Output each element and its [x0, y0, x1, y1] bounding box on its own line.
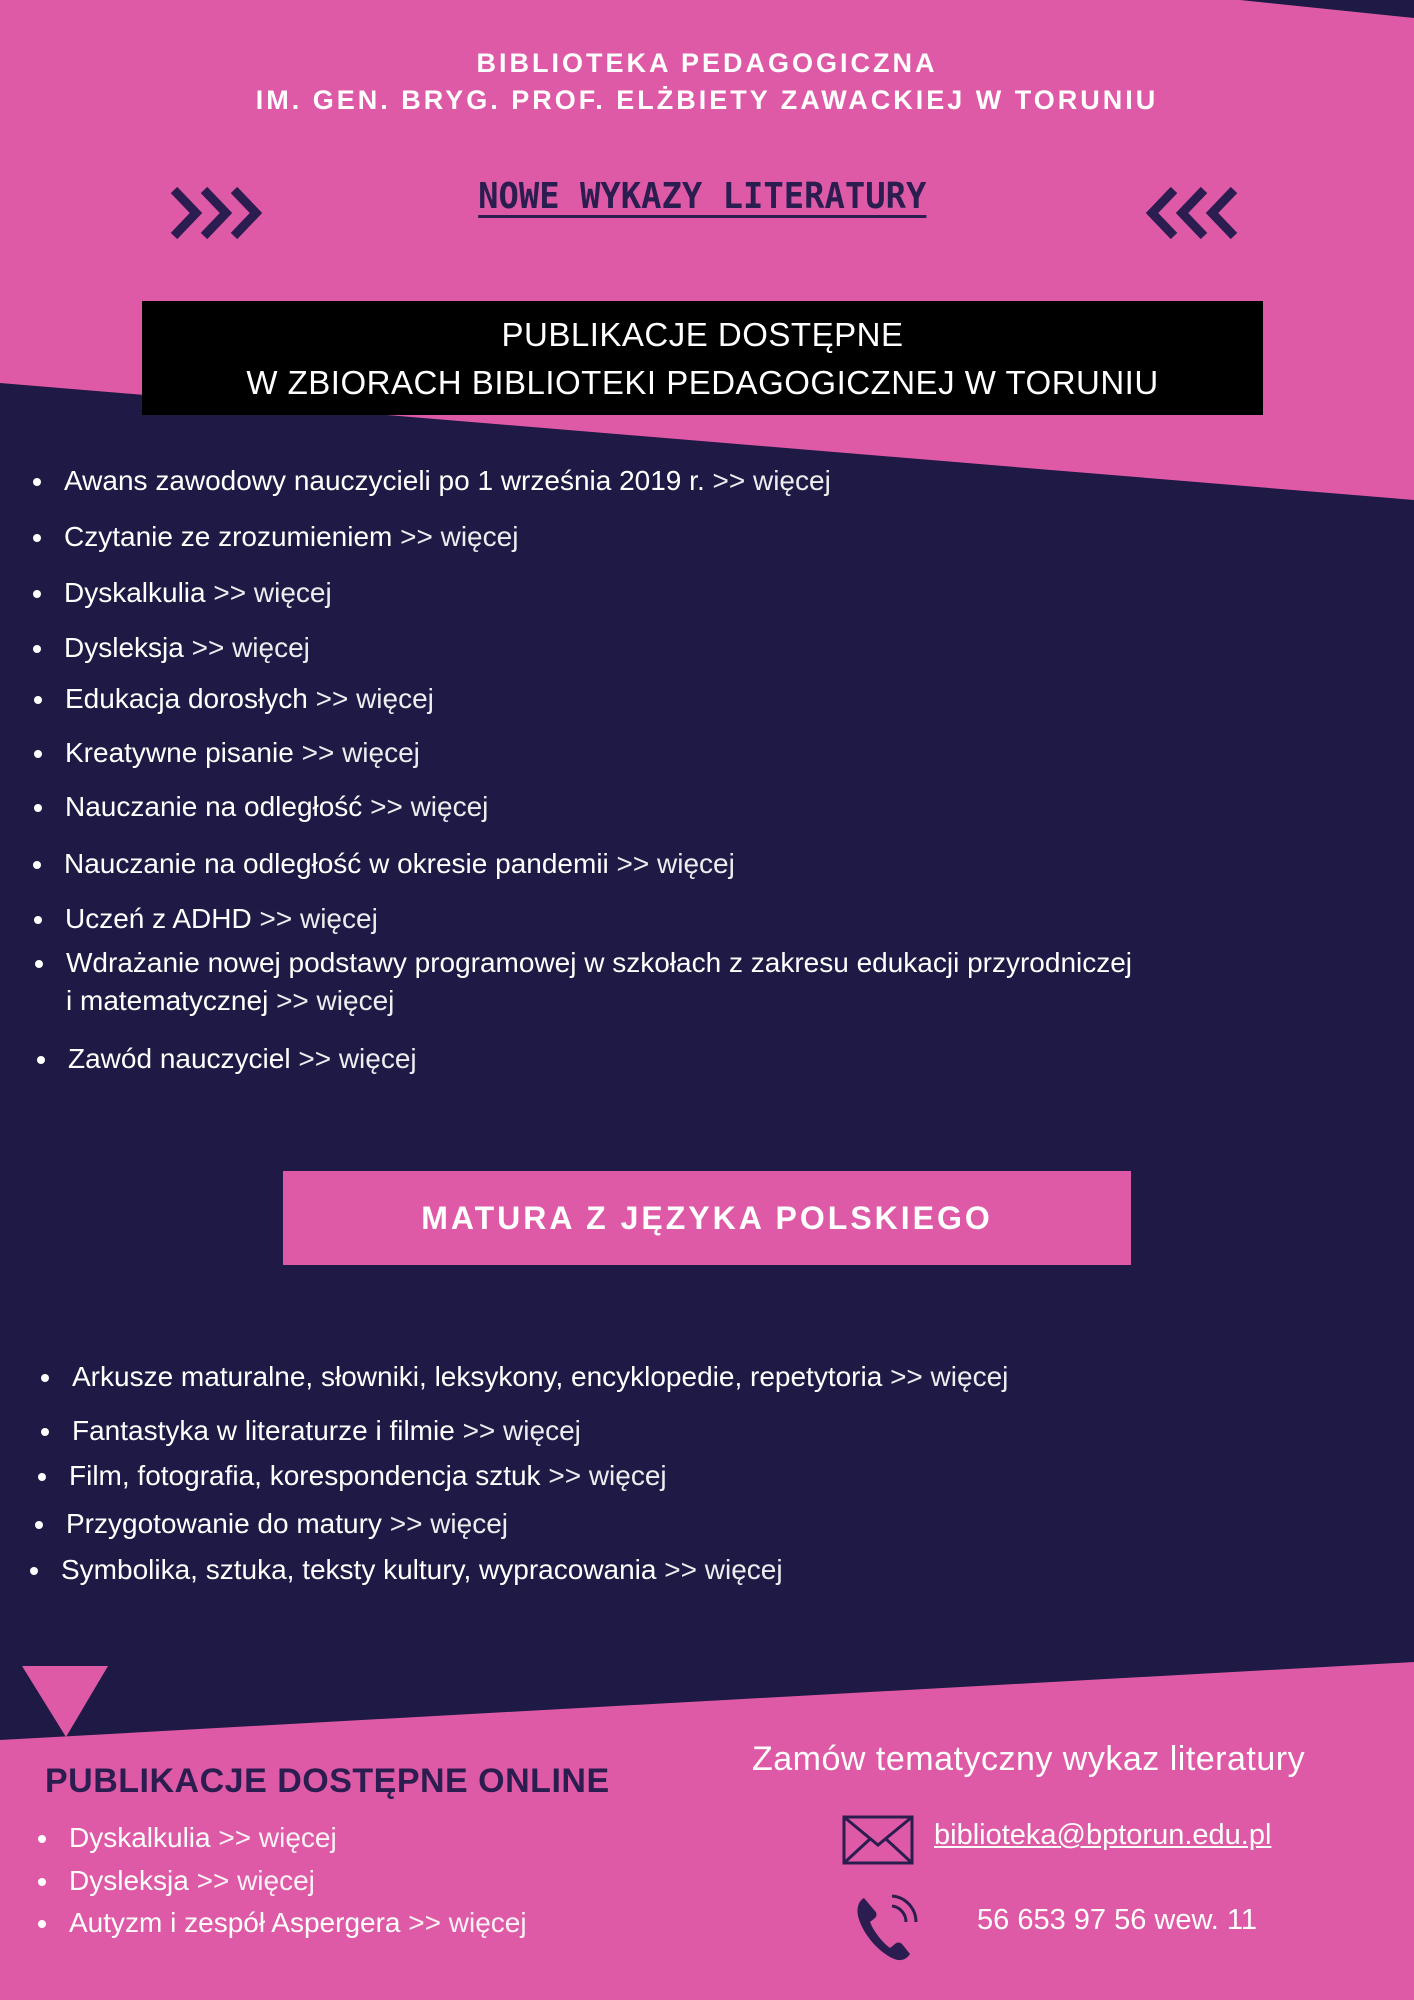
- list-item[interactable]: [69, 1862, 315, 1900]
- list-item[interactable]: [61, 1551, 783, 1589]
- item-title: Arkusze maturalne, słowniki, leksykony, encyklopedie, repetytoria: [72, 1361, 883, 1392]
- more-link[interactable]: >> więcej: [196, 1865, 315, 1896]
- list-item[interactable]: [65, 680, 434, 718]
- library-name-line1: BIBLIOTEKA PEDAGOGICZNA: [476, 48, 938, 78]
- phone-icon: [852, 1892, 918, 1964]
- bullet-icon: [41, 1428, 49, 1436]
- collection-banner: [142, 301, 1263, 415]
- list-item[interactable]: [66, 1505, 508, 1543]
- bullet-icon: [38, 1878, 46, 1886]
- bullet-icon: [30, 1567, 38, 1575]
- list-item[interactable]: [64, 629, 310, 667]
- list-item[interactable]: [72, 1412, 581, 1450]
- bullet-icon: [37, 1056, 45, 1064]
- item-title: Zawód nauczyciel: [68, 1043, 291, 1074]
- bullet-icon: [38, 1920, 46, 1928]
- order-heading: Zamów tematyczny wykaz literatury: [752, 1740, 1306, 1778]
- chevrons-left-icon: [1134, 186, 1238, 240]
- more-link[interactable]: >> więcej: [301, 737, 420, 768]
- item-title: Nauczanie na odległość w okresie pandemii: [64, 848, 609, 879]
- bullet-icon: [38, 1473, 46, 1481]
- more-link[interactable]: >> więcej: [389, 1508, 509, 1539]
- list-item[interactable]: [65, 734, 420, 772]
- list-item[interactable]: [69, 1904, 527, 1942]
- bullet-icon: [34, 696, 42, 704]
- online-heading: PUBLIKACJE DOSTĘPNE ONLINE: [45, 1762, 610, 1800]
- bullet-icon: [34, 916, 42, 924]
- chevrons-right-icon: [170, 186, 274, 240]
- bullet-icon: [34, 750, 42, 758]
- item-title: Nauczanie na odległość: [65, 791, 363, 822]
- bullet-icon: [33, 861, 41, 869]
- more-link[interactable]: >> więcej: [218, 1822, 337, 1853]
- more-link[interactable]: >> więcej: [712, 465, 831, 496]
- item-title: Edukacja dorosłych: [65, 683, 308, 714]
- item-title: Symbolika, sztuka, teksty kultury, wypracowania: [61, 1554, 657, 1585]
- list-item[interactable]: [64, 845, 735, 883]
- more-link[interactable]: >> więcej: [664, 1554, 783, 1585]
- list-item[interactable]: [64, 462, 831, 500]
- list-item[interactable]: [64, 574, 332, 612]
- page-title: NOWE WYKAZY LITERATURY: [478, 176, 927, 217]
- more-link[interactable]: >> więcej: [213, 577, 332, 608]
- item-title: Film, fotografia, korespondencja sztuk: [69, 1460, 541, 1491]
- list-item[interactable]: [69, 1819, 337, 1857]
- more-link[interactable]: >> więcej: [616, 848, 735, 879]
- email-link[interactable]: biblioteka@bptorun.edu.pl: [934, 1819, 1272, 1851]
- bullet-icon: [35, 960, 43, 968]
- item-title: Awans zawodowy nauczycieli po 1 września 2019 r.: [64, 465, 705, 496]
- bullet-icon: [33, 478, 41, 486]
- more-link[interactable]: >> więcej: [370, 791, 489, 822]
- library-name-line2: IM. GEN. BRYG. PROF. ELŻBIETY ZAWACKIEJ W TORUNIU: [255, 85, 1159, 115]
- item-title: Uczeń z ADHD: [65, 903, 252, 934]
- more-link[interactable]: >> więcej: [400, 521, 519, 552]
- bullet-icon: [33, 590, 41, 598]
- more-link[interactable]: >> więcej: [298, 1043, 417, 1074]
- bullet-icon: [41, 1374, 49, 1382]
- list-item[interactable]: [66, 944, 1132, 1020]
- item-title-continued: i matematycznej: [66, 985, 269, 1016]
- item-title: Wdrażanie nowej podstawy programowej w szkołach z zakresu edukacji przyrodniczej: [66, 947, 1133, 978]
- more-link[interactable]: >> więcej: [408, 1907, 527, 1938]
- item-title: Dysleksja: [64, 632, 184, 663]
- bullet-icon: [34, 804, 42, 812]
- list-item[interactable]: [65, 788, 488, 826]
- list-item[interactable]: [72, 1358, 1008, 1396]
- list-item[interactable]: [65, 900, 378, 938]
- item-title: Przygotowanie do matury: [66, 1508, 382, 1539]
- item-title: Fantastyka w literaturze i filmie: [72, 1415, 455, 1446]
- item-title: Czytanie ze zrozumieniem: [64, 521, 393, 552]
- item-title: Autyzm i zespół Aspergera: [69, 1907, 401, 1938]
- item-title: Dysleksja: [69, 1865, 189, 1896]
- more-link[interactable]: >> więcej: [259, 903, 378, 934]
- item-title: Dyskalkulia: [69, 1822, 211, 1853]
- banner-line2: W ZBIORACH BIBLIOTEKI PEDAGOGICZNEJ W TORUNIU: [246, 364, 1159, 401]
- more-link[interactable]: >> więcej: [548, 1460, 667, 1491]
- phone-number: 56 653 97 56 wew. 11: [977, 1904, 1258, 1936]
- more-link[interactable]: >> więcej: [191, 632, 310, 663]
- list-item[interactable]: [69, 1457, 667, 1495]
- list-item[interactable]: [64, 518, 518, 556]
- banner-line1: PUBLIKACJE DOSTĘPNE: [501, 316, 904, 353]
- more-link[interactable]: >> więcej: [315, 683, 434, 714]
- matura-heading: MATURA Z JĘZYKA POLSKIEGO: [283, 1171, 1131, 1265]
- bullet-icon: [38, 1835, 46, 1843]
- envelope-icon: [842, 1815, 914, 1865]
- bullet-icon: [35, 1521, 43, 1529]
- item-title: Kreatywne pisanie: [65, 737, 294, 768]
- bullet-icon: [33, 534, 41, 542]
- more-link[interactable]: >> więcej: [462, 1415, 581, 1446]
- item-title: Dyskalkulia: [64, 577, 206, 608]
- more-link[interactable]: >> więcej: [890, 1361, 1009, 1392]
- more-link[interactable]: >> więcej: [276, 985, 395, 1016]
- list-item[interactable]: [68, 1040, 417, 1078]
- bullet-icon: [33, 645, 41, 653]
